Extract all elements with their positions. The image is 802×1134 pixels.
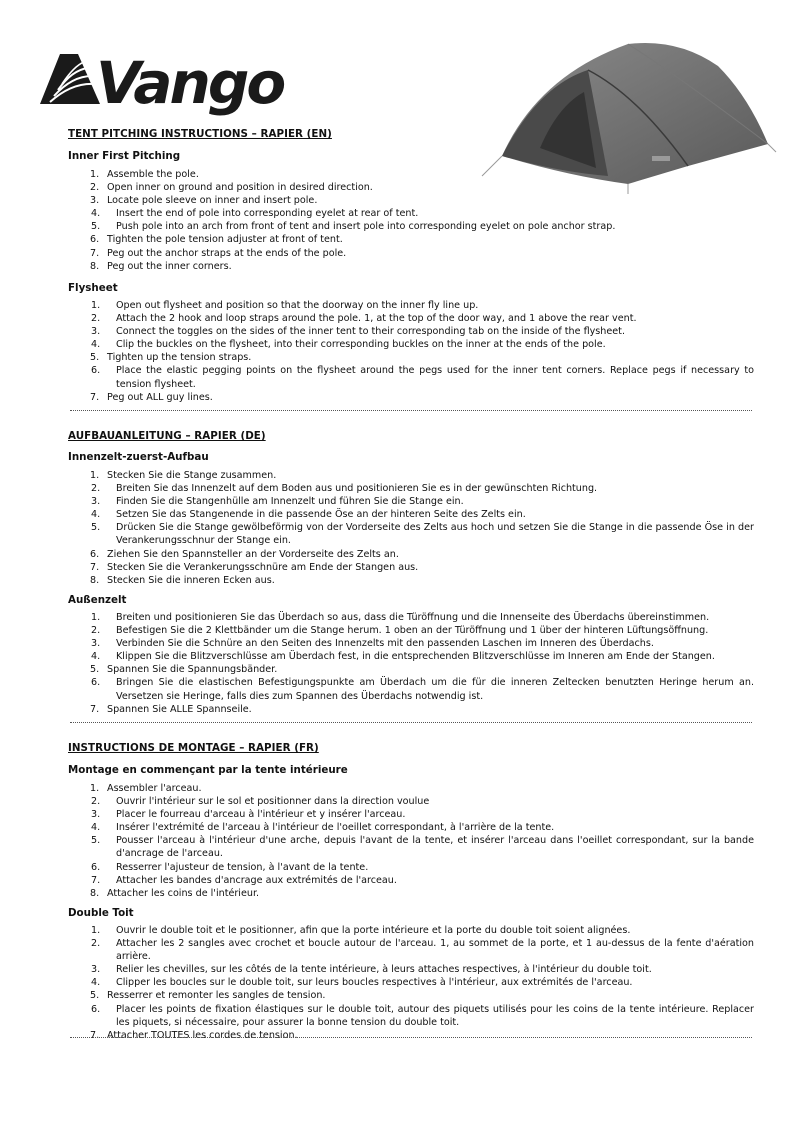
list-item: 7. Attacher les bandes d'ancrage aux extrémités de l'arceau. — [91, 874, 397, 886]
subheading-aussenzelt: Außenzelt — [68, 594, 127, 606]
list-fr-double-toit — [0, 924, 802, 1042]
subheading-inner-first-pitching: Inner First Pitching — [68, 150, 181, 162]
list-item: 8. Peg out the inner corners. — [90, 260, 232, 272]
list-item: 1. Assembler l'arceau. — [90, 783, 202, 794]
list-item: 3. Connect the toggles on the sides of the inner tent to their corresponding tab on the inside of the flysheet. — [91, 326, 625, 338]
list-item: 6. Placer les points de fixation élastiques sur le double toit, autour des piquets utilisés pour les coins de la tente intérieure. Replacer les piquets, si nécessaire, pour assurer la bonne tension du double toit. — [91, 1003, 754, 1028]
list-item: 5. Resserrer et remonter les sangles de tension. — [90, 990, 326, 1002]
list-en-flysheet — [0, 299, 802, 404]
section-title-de: AUFBAUANLEITUNG – RAPIER (DE) — [68, 430, 266, 442]
section-title-fr: INSTRUCTIONS DE MONTAGE – RAPIER (FR) — [68, 742, 319, 754]
list-item: 3. Verbinden Sie die Schnüre an den Seiten des Innenzelts mit den passenden Laschen im Inneren des Überdachs. — [91, 638, 654, 650]
list-item: 1. Assemble the pole. — [90, 169, 199, 180]
list-item: 5. Pousser l'arceau à l'intérieur d'une arche, depuis l'avant de la tente, et insérer l'arceau dans l'oeillet correspondant, sur la bande d'ancrage de l'arceau. — [91, 835, 754, 860]
subheading-montage: Montage en commençant par la tente intérieure — [68, 764, 348, 776]
list-item: 4. Insérer l'extrémité de l'arceau à l'intérieur de l'oeillet correspondant, à l'arrière de la tente. — [91, 822, 555, 834]
vango-logo — [38, 46, 306, 120]
divider — [70, 722, 752, 723]
list-item: 2. Befestigen Sie die 2 Klettbänder um die Stange herum. 1 oben an der Türöffnung und 1 über der hinteren Lüftungsöffnung. — [91, 625, 709, 637]
list-item: 7. Attacher TOUTES les cordes de tension. — [90, 1029, 298, 1041]
list-item: 4. Insert the end of pole into corresponding eyelet at rear of tent. — [91, 208, 419, 220]
list-item: 1. Breiten und positionieren Sie das Überdach so aus, dass die Türöffnung und die Innenseite des Überdachs übereinstimmen. — [91, 612, 710, 623]
list-item: 2. Open inner on ground and position in desired direction. — [90, 182, 373, 194]
list-item: 5. Drücken Sie die Stange gewölbeförmig von der Vorderseite des Zelts aus hoch und setzen Sie die Stange in die passende Öse in der Verankerungsschnur der Stange ein. — [91, 522, 754, 547]
list-de-aussenzelt — [0, 611, 802, 716]
list-item: 6. Resserrer l'ajusteur de tension, à l'avant de la tente. — [91, 861, 369, 873]
list-item: 7. Stecken Sie die Verankerungsschnüre am Ende der Stangen aus. — [90, 561, 419, 573]
list-item: 3. Locate pole sleeve on inner and insert pole. — [90, 195, 318, 207]
list-item: 5. Tighten up the tension straps. — [90, 352, 252, 364]
list-item: 8. Stecken Sie die inneren Ecken aus. — [90, 574, 275, 586]
list-de-inner — [0, 469, 802, 587]
list-item: 2. Attacher les 2 sangles avec crochet et boucle autour de l'arceau. 1, au sommet de la porte, et 1 au-dessus de la fente d'aération arrière. — [91, 938, 754, 963]
divider — [70, 1037, 752, 1038]
list-item: 4. Clipper les boucles sur le double toit, sur leurs boucles respectives à l'intérieur, aux extrémités de l'arceau. — [91, 977, 633, 989]
list-item: 4. Klippen Sie die Blitzverschlüsse am Überdach fest, in die entsprechenden Blitzverschlüsse im Inneren am Ende der Stangen. — [91, 651, 715, 663]
list-item: 2. Attach the 2 hook and loop straps around the pole. 1, at the top of the door way, and 1 above the rear vent. — [91, 313, 637, 325]
list-item: 3. Relier les chevilles, sur les côtés de la tente intérieure, à leurs attaches respectives, à l'intérieur du double toit. — [91, 964, 652, 976]
list-item: 4. Setzen Sie das Stangenende in die passende Öse an der hinteren Seite des Zelts ein. — [91, 509, 526, 521]
list-item: 1. Open out flysheet and position so that the doorway on the inner fly line up. — [91, 300, 479, 311]
divider — [70, 410, 752, 411]
list-item: 7. Spannen Sie ALLE Spannseile. — [90, 703, 252, 715]
subheading-innenzelt: Innenzelt-zuerst-Aufbau — [68, 451, 209, 463]
vango-logo-text: Vango — [96, 49, 284, 117]
list-item: 5. Spannen Sie die Spannungsbänder. — [90, 664, 278, 676]
list-item: 1. Ouvrir le double toit et le positionner, afin que la porte intérieure et la porte du double toit soient alignées. — [91, 925, 631, 936]
list-item: 6. Bringen Sie die elastischen Befestigungspunkte am Überdach um die für die inneren Zeltecken benutzten Heringe herum an. Versetzen sie Heringe, falls dies zum Spannen des Überdachs notwendig ist. — [91, 677, 754, 702]
list-item: 3. Placer le fourreau d'arceau à l'intérieur et y insérer l'arceau. — [91, 809, 406, 821]
list-item: 6. Ziehen Sie den Spannsteller an der Vorderseite des Zelts an. — [90, 548, 399, 560]
list-item: 2. Breiten Sie das Innenzelt auf dem Boden aus und positionieren Sie es in der gewünschten Richtung. — [91, 483, 598, 495]
list-item: 3. Finden Sie die Stangenhülle am Innenzelt und führen Sie die Stange ein. — [91, 496, 464, 508]
list-item: 6. Tighten the pole tension adjuster at front of tent. — [90, 234, 343, 246]
vango-logo-graphic — [38, 46, 306, 120]
subheading-double-toit: Double Toit — [68, 907, 134, 919]
list-item: 5. Push pole into an arch from front of tent and insert pole into corresponding eyelet on pole anchor strap. — [91, 221, 616, 233]
list-fr-inner — [0, 782, 802, 900]
list-item: 7. Peg out the anchor straps at the ends of the pole. — [90, 247, 347, 259]
subheading-flysheet: Flysheet — [68, 282, 118, 294]
list-item: 2. Ouvrir l'intérieur sur le sol et positionner dans la direction voulue — [91, 796, 430, 808]
section-title-en: TENT PITCHING INSTRUCTIONS – RAPIER (EN) — [68, 128, 332, 140]
list-item: 4. Clip the buckles on the flysheet, into their corresponding buckles on the inner at the ends of the pole. — [91, 339, 606, 351]
list-item: 7. Peg out ALL guy lines. — [90, 391, 213, 403]
list-en-inner — [0, 168, 802, 273]
list-item: 6. Place the elastic pegging points on the flysheet around the pegs used for the inner tent corners. Replace pegs if necessary to tension flysheet. — [91, 365, 754, 390]
list-item: 8. Attacher les coins de l'intérieur. — [90, 887, 260, 899]
list-item: 1. Stecken Sie die Stange zusammen. — [90, 470, 277, 481]
